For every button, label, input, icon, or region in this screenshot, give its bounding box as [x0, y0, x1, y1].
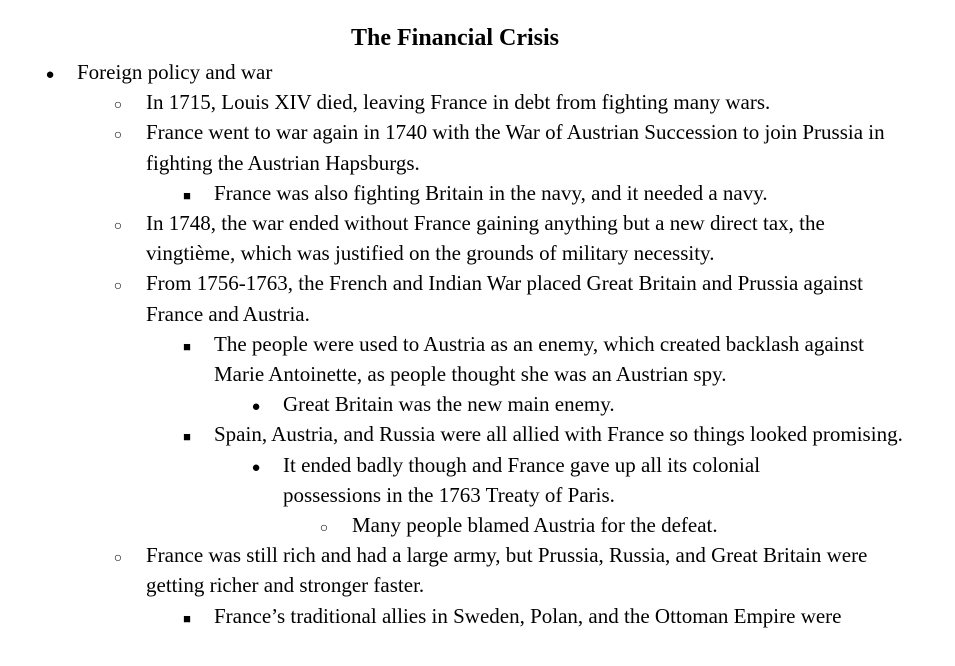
list-item [0, 329, 955, 389]
list-item-text: In 1748, the war ended without France gaining anything but a new direct tax, the vingtième, which was justified on the grounds of military necessity. [146, 211, 825, 266]
list-item [0, 117, 955, 177]
list-item [0, 208, 955, 268]
list-item-text: France’s traditional allies in Sweden, Polan, and the Ottoman Empire were [214, 603, 842, 628]
list-item-text: Foreign policy and war [77, 60, 273, 84]
list-item [0, 268, 955, 328]
document-title: The Financial Crisis [350, 25, 560, 51]
list-item-text: It ended badly though and France gave up all its colonial possessions in the 1763 Treaty of Paris. [283, 452, 761, 507]
list-item [0, 419, 955, 449]
list-item [0, 178, 955, 208]
list-item [0, 87, 955, 117]
square-bullet-icon [177, 419, 197, 452]
list-item-text: Great Britain was the new main enemy. [283, 392, 615, 417]
list-item-text: France went to war again in 1740 with the War of Austrian Succession to join Prussia in fighting the Austrian Hapsburgs. [146, 120, 885, 175]
list-item-text: Spain, Austria, and Russia were all allied with France so things looked promising. [214, 422, 903, 447]
square-bullet-icon [177, 329, 197, 362]
filled-disc-bullet-icon [40, 57, 60, 90]
list-item-text: Many people blamed Austria for the defeat. [352, 513, 718, 538]
hollow-circle-bullet-icon [314, 510, 334, 544]
list-item [0, 510, 955, 540]
list-item-text: From 1756-1763, the French and Indian War placed Great Britain and Prussia against France and Austria. [146, 271, 863, 326]
list-item [0, 450, 955, 510]
list-item [0, 389, 955, 419]
hollow-circle-bullet-icon [108, 268, 128, 302]
list-item-text: France was still rich and had a large army, but Prussia, Russia, and Great Britain were getting richer and stronger faster. [146, 543, 868, 598]
list-item [0, 601, 955, 631]
hollow-circle-bullet-icon [108, 87, 128, 121]
square-bullet-icon [177, 178, 197, 211]
list-item-text: France was also fighting Britain in the navy, and it needed a navy. [214, 180, 768, 205]
list-item [0, 540, 955, 600]
hollow-circle-bullet-icon [108, 540, 128, 574]
hollow-circle-bullet-icon [108, 117, 128, 151]
square-bullet-icon [177, 601, 197, 634]
filled-disc-bullet-icon [246, 389, 266, 422]
hollow-circle-bullet-icon [108, 208, 128, 242]
list-item-text: The people were used to Austria as an enemy, which created backlash against Marie Antoinette, as people thought she was an Austrian spy. [214, 331, 864, 387]
filled-disc-bullet-icon [246, 450, 266, 483]
list-item-text: In 1715, Louis XIV died, leaving France in debt from fighting many wars. [146, 90, 771, 115]
list-item [0, 57, 955, 87]
bullet-list [0, 57, 955, 631]
